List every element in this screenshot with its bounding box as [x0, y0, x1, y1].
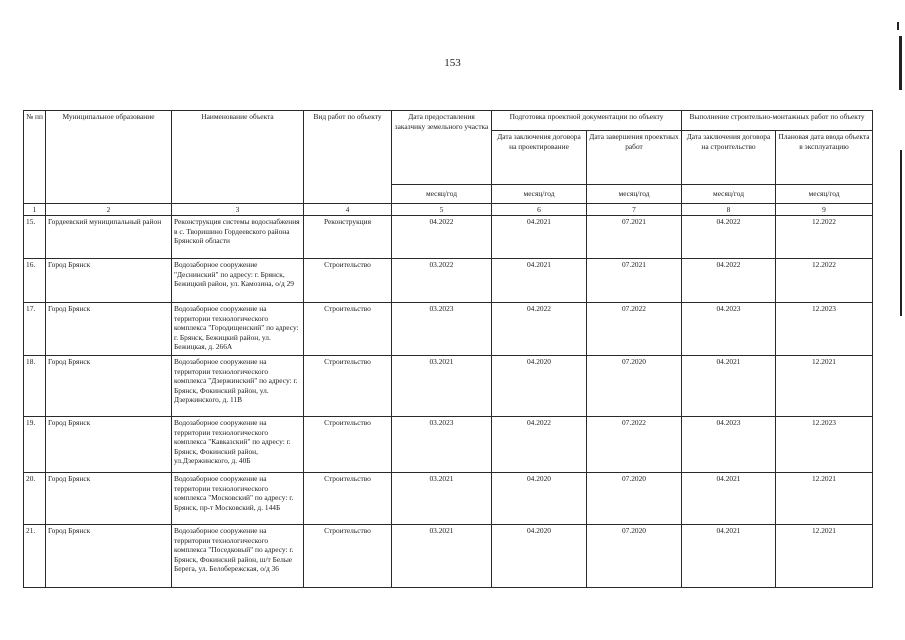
row-num: 21.	[24, 525, 46, 588]
row-commissioning: 12.2023	[776, 417, 873, 473]
unit-label: месяц/год	[392, 185, 492, 204]
row-object: Водозаборное сооружение на территории технологического комплекса "Поседковый" по адресу: г. Брянск, Фокинский район, ш/т Белые Берега, ул. Белобережская, о/д 36	[172, 525, 304, 588]
row-num: 18.	[24, 356, 46, 417]
row-design-complete: 07.2021	[587, 259, 682, 303]
row-object: Водозаборное сооружение на территории технологического комплекса "Дзержинский" по адресу: г. Брянск, Фокинский район, ул. Дзержинского, д. 11В	[172, 356, 304, 417]
column-number: 8	[682, 204, 776, 216]
column-number: 2	[46, 204, 172, 216]
scan-edge-mark	[900, 150, 902, 316]
row-land-date: 03.2023	[392, 417, 492, 473]
row-design-complete: 07.2020	[587, 356, 682, 417]
column-number: 6	[492, 204, 587, 216]
column-number: 7	[587, 204, 682, 216]
row-commissioning: 12.2021	[776, 525, 873, 588]
row-design-contract: 04.2020	[492, 473, 587, 525]
unit-label: месяц/год	[682, 185, 776, 204]
header-construction-contract: Дата заключения договора на строительство	[682, 131, 776, 185]
row-construction-contract: 04.2021	[682, 356, 776, 417]
unit-label: месяц/год	[587, 185, 682, 204]
row-design-complete: 07.2022	[587, 303, 682, 356]
row-design-contract: 04.2022	[492, 303, 587, 356]
table-row	[24, 259, 873, 303]
table-row	[24, 356, 873, 417]
row-object: Водозаборное сооружение на территории технологического комплекса "Московский" по адресу: г. Брянск, пр-т Московский, д. 144Б	[172, 473, 304, 525]
header-design-contract: Дата заключения договора на проектирование	[492, 131, 587, 185]
row-commissioning: 12.2021	[776, 356, 873, 417]
page-number: 153	[444, 57, 461, 69]
row-num: 15.	[24, 216, 46, 259]
header-num: № пп	[24, 111, 46, 204]
scan-edge-mark	[899, 36, 902, 90]
table-row	[24, 473, 873, 525]
row-construction-contract: 04.2023	[682, 303, 776, 356]
column-number-row	[24, 204, 873, 216]
row-object: Реконструкция системы водоснабжения в с. Творишино Гордеевского района Брянской области	[172, 216, 304, 259]
header-land-date: Дата предоставления заказчику земельного участка	[392, 111, 492, 185]
row-design-contract: 04.2022	[492, 417, 587, 473]
header-work-type: Вид работ по объекту	[304, 111, 392, 204]
scan-edge-mark	[897, 22, 899, 30]
row-construction-contract: 04.2021	[682, 525, 776, 588]
column-number: 1	[24, 204, 46, 216]
row-design-complete: 07.2022	[587, 417, 682, 473]
row-municipality: Город Брянск	[46, 473, 172, 525]
header-design-complete: Дата завершения проектных работ	[587, 131, 682, 185]
row-design-contract: 04.2020	[492, 525, 587, 588]
row-num: 19.	[24, 417, 46, 473]
table-row	[24, 525, 873, 588]
row-work-type: Строительство	[304, 303, 392, 356]
row-construction-contract: 04.2021	[682, 473, 776, 525]
row-land-date: 03.2023	[392, 303, 492, 356]
table-row	[24, 417, 873, 473]
column-number: 9	[776, 204, 873, 216]
row-design-complete: 07.2020	[587, 525, 682, 588]
row-work-type: Строительство	[304, 525, 392, 588]
row-municipality: Город Брянск	[46, 356, 172, 417]
row-work-type: Строительство	[304, 417, 392, 473]
row-municipality: Гордеевский муниципальный район	[46, 216, 172, 259]
row-land-date: 03.2021	[392, 356, 492, 417]
row-municipality: Город Брянск	[46, 525, 172, 588]
column-number: 3	[172, 204, 304, 216]
header-municipality: Муниципальное образование	[46, 111, 172, 204]
row-construction-contract: 04.2023	[682, 417, 776, 473]
row-num: 17.	[24, 303, 46, 356]
row-work-type: Строительство	[304, 259, 392, 303]
row-object: Водозаборное сооружение на территории технологического комплекса "Городищенский" по адресу: г. Брянск, Бежицкий район, ул. Бежицкая, д. 266А	[172, 303, 304, 356]
row-land-date: 03.2021	[392, 473, 492, 525]
schedule-table	[23, 110, 873, 588]
row-commissioning: 12.2022	[776, 259, 873, 303]
row-design-contract: 04.2021	[492, 259, 587, 303]
row-municipality: Город Брянск	[46, 303, 172, 356]
row-work-type: Реконструкция	[304, 216, 392, 259]
row-land-date: 03.2021	[392, 525, 492, 588]
row-num: 16.	[24, 259, 46, 303]
row-land-date: 03.2022	[392, 259, 492, 303]
row-design-contract: 04.2020	[492, 356, 587, 417]
table-row	[24, 303, 873, 356]
row-design-complete: 07.2020	[587, 473, 682, 525]
table-row	[24, 216, 873, 259]
row-municipality: Город Брянск	[46, 259, 172, 303]
row-work-type: Строительство	[304, 356, 392, 417]
unit-label: месяц/год	[776, 185, 873, 204]
row-commissioning: 12.2022	[776, 216, 873, 259]
row-land-date: 04.2022	[392, 216, 492, 259]
row-design-complete: 07.2021	[587, 216, 682, 259]
header-design-group: Подготовка проектной документации по объекту	[492, 111, 682, 131]
row-object: Водозаборное сооружение "Деснинский" по адресу: г. Брянск, Бежицкий район, ул. Камозина, о/д 29	[172, 259, 304, 303]
header-commissioning: Плановая дата ввода объекта в эксплуатацию	[776, 131, 873, 185]
unit-label: месяц/год	[492, 185, 587, 204]
row-num: 20.	[24, 473, 46, 525]
row-construction-contract: 04.2022	[682, 216, 776, 259]
row-commissioning: 12.2021	[776, 473, 873, 525]
row-design-contract: 04.2021	[492, 216, 587, 259]
row-construction-contract: 04.2022	[682, 259, 776, 303]
row-commissioning: 12.2023	[776, 303, 873, 356]
row-object: Водозаборное сооружение на территории технологического комплекса "Кавказский" по адресу: г. Брянск, Фокинский район, ул.Дзержинского, д. 40Б	[172, 417, 304, 473]
header-construction-group: Выполнение строительно-монтажных работ по объекту	[682, 111, 873, 131]
row-work-type: Строительство	[304, 473, 392, 525]
row-municipality: Город Брянск	[46, 417, 172, 473]
column-number: 4	[304, 204, 392, 216]
header-object: Наименование объекта	[172, 111, 304, 204]
column-number: 5	[392, 204, 492, 216]
